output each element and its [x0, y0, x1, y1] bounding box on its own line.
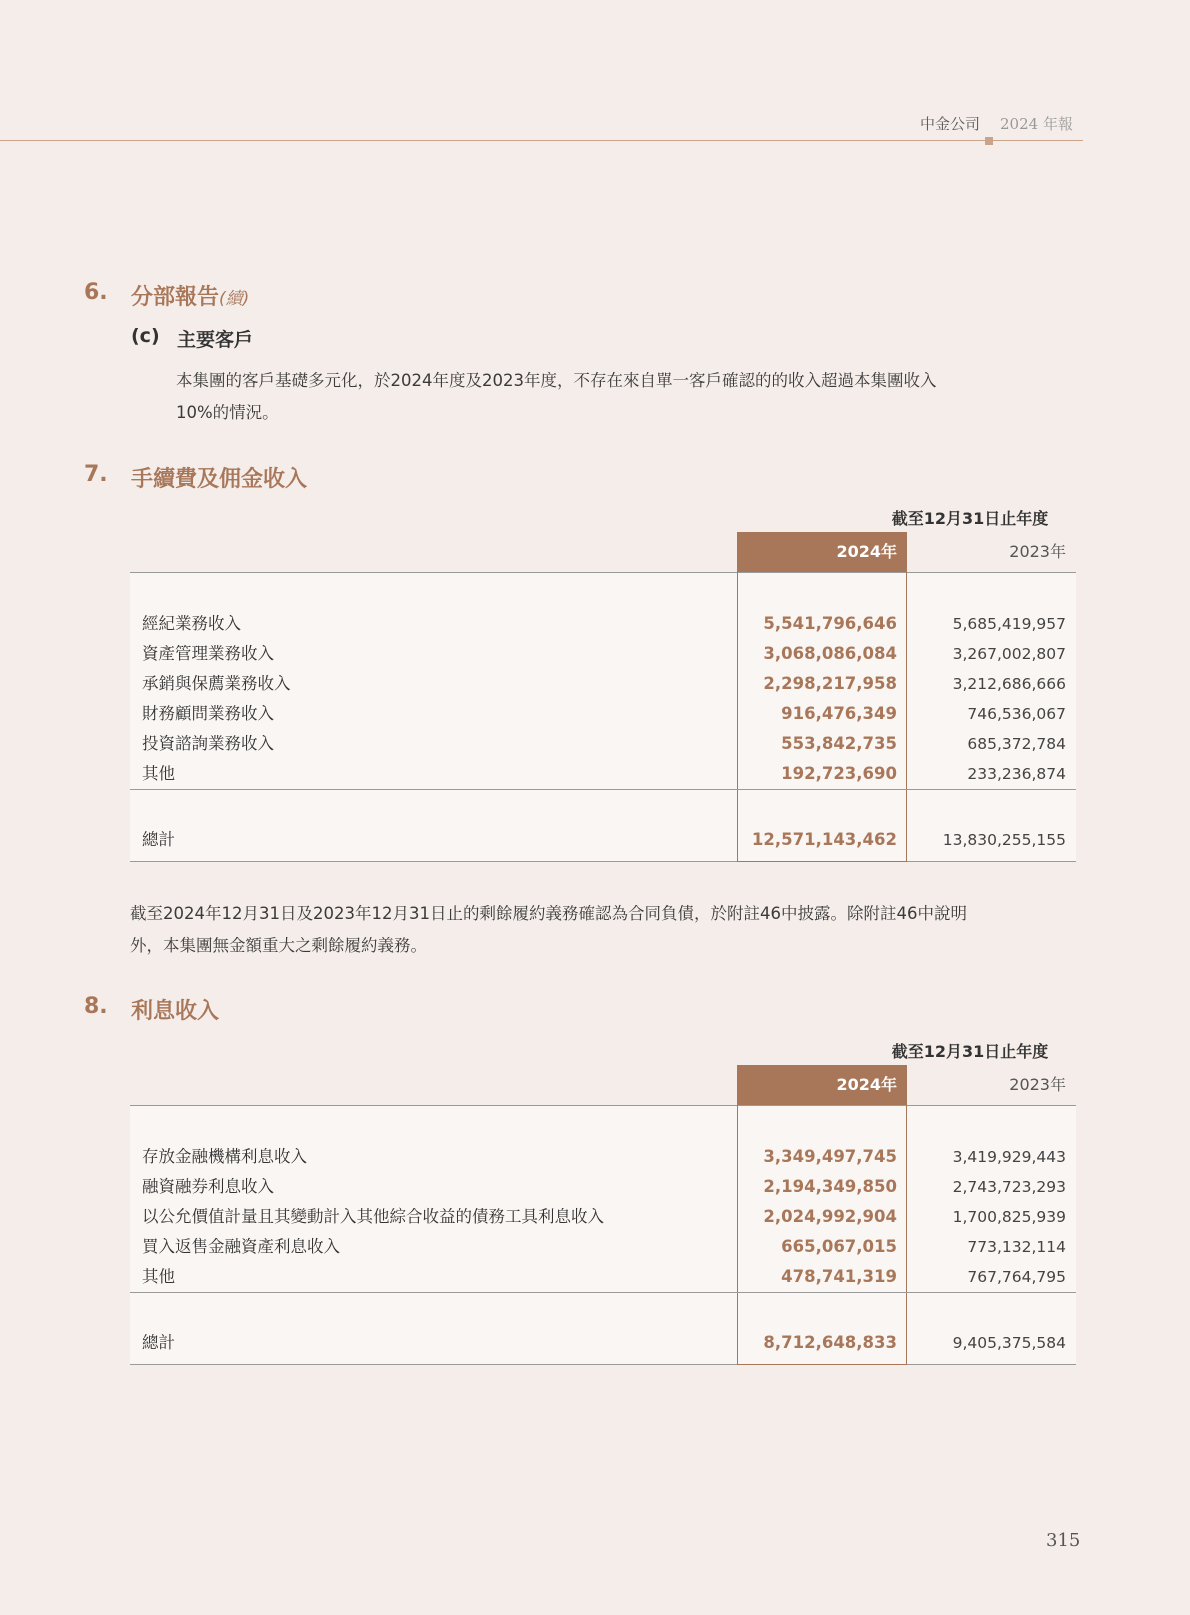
- subsection-c-title: 主要客戶: [177, 329, 254, 351]
- header-company: 中金公司: [920, 115, 981, 133]
- value-2024: 3,068,086,084: [763, 644, 897, 663]
- row-label: 其他: [142, 1267, 175, 1286]
- value-2024: 5,541,796,646: [763, 614, 897, 633]
- column-header-2023: 2023年: [1009, 542, 1066, 561]
- section-6-title-text: 分部報告: [131, 285, 220, 310]
- value-2024: 478,741,319: [781, 1267, 897, 1286]
- row-label: 其他: [142, 764, 175, 783]
- section-7-number: 7.: [84, 462, 108, 487]
- table-period-header: 截至12月31日止年度: [891, 1042, 1049, 1061]
- table-row: [130, 1142, 1076, 1172]
- value-2023: 3,267,002,807: [952, 645, 1066, 663]
- value-2023: 233,236,874: [967, 765, 1066, 783]
- row-label: 承銷與保薦業務收入: [142, 674, 291, 693]
- paragraph-line: 截至2024年12月31日及2023年12月31日止的剩餘履約義務確認為合同負債，於附註46中披露。除附註46中說明: [130, 904, 967, 923]
- section-7-title: 手續費及佣金收入: [131, 467, 308, 492]
- total-label: 總計: [142, 1333, 175, 1352]
- value-2024: 3,349,497,745: [763, 1147, 897, 1166]
- remaining-obligations-paragraph: [130, 898, 1080, 962]
- column-header-2024: 2024年: [737, 1065, 907, 1105]
- row-label: 經紀業務收入: [142, 614, 241, 633]
- header-marker: [985, 137, 993, 145]
- value-2023: 3,212,686,666: [952, 675, 1066, 693]
- header-rule: [0, 140, 1083, 141]
- total-row: [130, 1328, 1076, 1358]
- major-customers-paragraph: [176, 365, 1076, 429]
- value-2023: 3,419,929,443: [952, 1148, 1066, 1166]
- value-2024: 916,476,349: [781, 704, 897, 723]
- table-row: [130, 1262, 1076, 1292]
- value-2023: 2,743,723,293: [952, 1178, 1066, 1196]
- table-row: [130, 1172, 1076, 1202]
- total-label: 總計: [142, 830, 175, 849]
- row-label: 投資諮詢業務收入: [142, 734, 274, 753]
- total-2023: 13,830,255,155: [942, 831, 1066, 849]
- total-separator: [130, 1292, 1076, 1293]
- paragraph-line: 10%的情況。: [176, 403, 279, 422]
- column-header-2023: 2023年: [1009, 1075, 1066, 1094]
- value-2023: 685,372,784: [967, 735, 1066, 753]
- subsection-c-number: (c): [131, 325, 160, 347]
- table-row: [130, 609, 1076, 639]
- table-row: [130, 1202, 1076, 1232]
- paragraph-line: 外，本集團無金額重大之剩餘履約義務。: [130, 936, 427, 955]
- row-label: 融資融券利息收入: [142, 1177, 274, 1196]
- section-8-title: 利息收入: [131, 999, 220, 1024]
- table-row: [130, 699, 1076, 729]
- table-row: [130, 729, 1076, 759]
- section-6-title: [131, 280, 249, 311]
- row-label: 存放金融機構利息收入: [142, 1147, 307, 1166]
- table-period-header: 截至12月31日止年度: [891, 509, 1049, 528]
- value-2023: 746,536,067: [967, 705, 1066, 723]
- commission-income-table: [130, 506, 1076, 861]
- table-row: [130, 759, 1076, 789]
- total-separator: [130, 789, 1076, 790]
- total-2023: 9,405,375,584: [952, 1334, 1066, 1352]
- row-label: 買入返售金融資產利息收入: [142, 1237, 340, 1256]
- page-number: 315: [1046, 1530, 1081, 1551]
- section-6-continued: (續): [219, 289, 250, 309]
- value-2023: 1,700,825,939: [952, 1208, 1066, 1226]
- value-2023: 5,685,419,957: [952, 615, 1066, 633]
- value-2024: 553,842,735: [781, 734, 897, 753]
- row-label: 資產管理業務收入: [142, 644, 274, 663]
- column-header-2024: 2024年: [737, 532, 907, 572]
- table-row: [130, 639, 1076, 669]
- value-2024: 665,067,015: [781, 1237, 897, 1256]
- total-2024: 8,712,648,833: [763, 1333, 897, 1352]
- section-6-number: 6.: [84, 280, 108, 305]
- value-2024: 2,298,217,958: [763, 674, 897, 693]
- value-2024: 2,194,349,850: [763, 1177, 897, 1196]
- paragraph-line: 本集團的客戶基礎多元化，於2024年度及2023年度，不存在來自單一客戶確認的的收入超過本集團收入: [176, 371, 937, 390]
- value-2023: 767,764,795: [967, 1268, 1066, 1286]
- value-2024: 192,723,690: [781, 764, 897, 783]
- header-report-title: 2024 年報: [1000, 115, 1073, 133]
- table-row: [130, 1232, 1076, 1262]
- interest-income-table: [130, 1039, 1076, 1364]
- row-label: 財務顧問業務收入: [142, 704, 274, 723]
- total-row: [130, 825, 1076, 855]
- total-2024: 12,571,143,462: [751, 830, 897, 849]
- value-2023: 773,132,114: [967, 1238, 1066, 1256]
- value-2024: 2,024,992,904: [763, 1207, 897, 1226]
- section-8-number: 8.: [84, 994, 108, 1019]
- table-row: [130, 669, 1076, 699]
- row-label: 以公允價值計量且其變動計入其他綜合收益的債務工具利息收入: [142, 1207, 604, 1226]
